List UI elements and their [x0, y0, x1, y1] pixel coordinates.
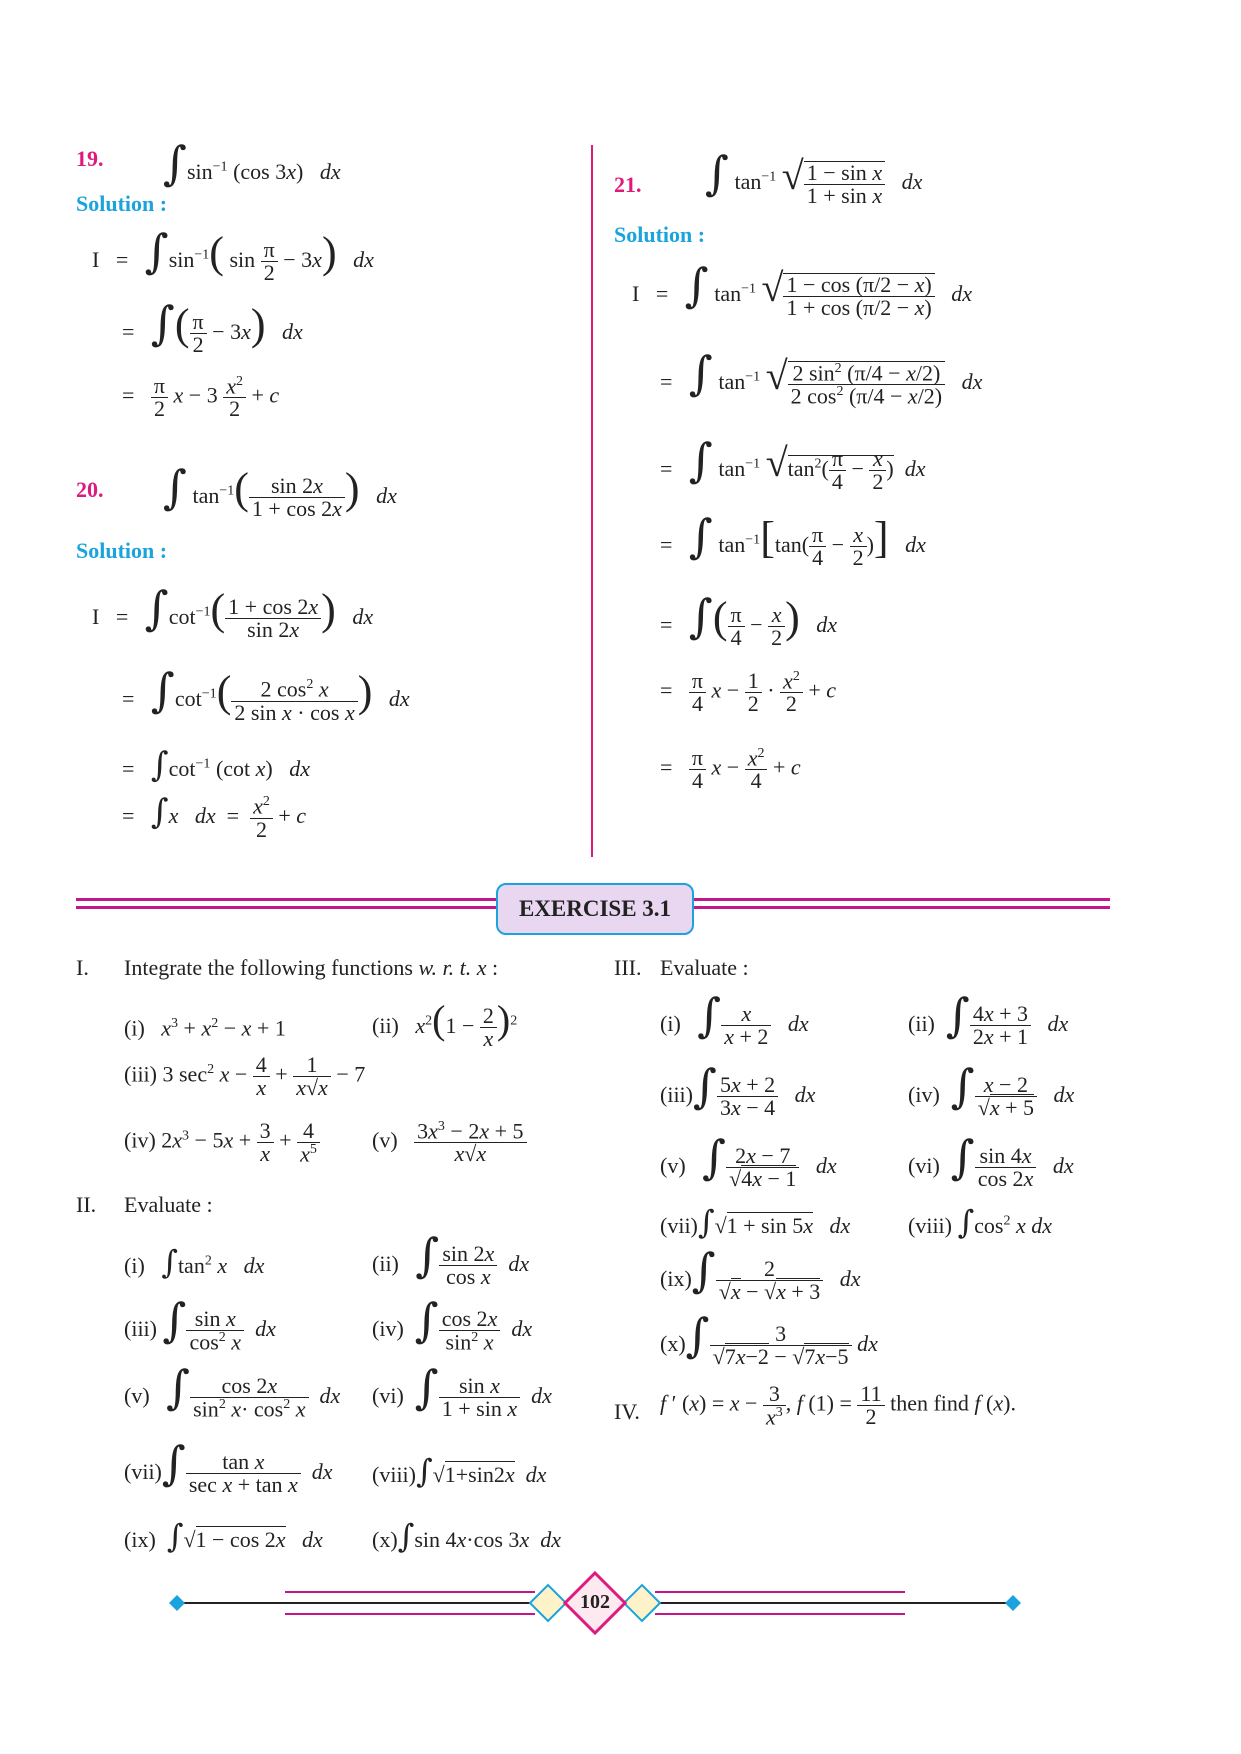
exercise-item: f ′ (x) = x − $\frac{3}{x^3}$ , f (1) = $\frac{11}{2}$ then find f (x). — [660, 1381, 1016, 1430]
exercise-item: (ii) ∫ $\frac{4x + 3}{2x + 1}$ dx — [908, 988, 1069, 1050]
math-step: I = ∫ $\tan^{-1}$ √ $\frac{1 - \cos (\pi/2 - x)}{1 + \cos (\pi/2 - x)}$ dx — [632, 258, 972, 320]
exercise-item: (viii)∫√1+sin2x dx — [372, 1452, 547, 1490]
question-number: 21. — [614, 172, 642, 197]
math-step: = $\frac{\pi}{4}$ x − $\frac{x^2}{4}$ + c — [660, 745, 801, 794]
question-expression: $\int\sin^{-1}$ (cos 3x) dx — [163, 136, 341, 190]
exercise-item: (vi) ∫ $\frac{\text{sin x}}{\text{1 + sin x}}$ dx — [372, 1360, 552, 1422]
exercise-item: (viii) $\int\cos^2$ x dx — [908, 1203, 1053, 1241]
exercise-item: (v) ∫ $\frac{\cos 2x}{\sin^2 x\cdot \cos^2 x}$ dx — [124, 1360, 341, 1422]
divider-line — [690, 898, 1110, 901]
section-label: I. — [76, 955, 89, 980]
exercise-item: (i) ∫ $\frac{x}{x + 2}$ dx — [660, 988, 809, 1050]
exercise-item: (ix)∫ $\frac{2}{√x - √x + 3}$ dx — [660, 1243, 861, 1305]
math-step: = ∫x dx = $\frac{x^2}{2}$ + c — [122, 792, 307, 842]
section-text: Evaluate : — [124, 1192, 213, 1217]
divider-line — [690, 906, 1110, 909]
math-step: = ∫ $\tan^{-1}$ √ $\frac{2 \sin^2 (\pi/4 - x/2)}{2 \cos^2 (\pi/4 - x/2)}$ dx — [660, 346, 983, 409]
math-step: = $\int\cot^{-1}$ (cot x) dx — [122, 745, 310, 785]
math-step: = ∫ $\tan^{-1} √\tan^2$( $\frac{\pi}{4}$ − $\frac{x}{2}$ ) dx — [660, 433, 926, 495]
exercise-item: (v) $\frac{3x^3 - 2x + 5}{x√x}$ — [372, 1120, 527, 1165]
math-step: $I = \int\cot^{-1}$( $\frac{1 + \cos 2x}{\sin 2x}$ ) dx — [92, 581, 374, 643]
exercise-item: (vi) ∫ $\frac{\sin 4x}{\cos 2x}$ dx — [908, 1130, 1074, 1192]
math-step: = $\frac{\pi}{4}$ x − $\frac{1}{2}$ · $\frac{x^2}{2}$ + c — [660, 668, 836, 717]
section-label: IV. — [614, 1399, 640, 1424]
exercise-item: (iv) $2x^3 - 5x$ + $\frac{3}{x}$ + $\frac{4}{x^5}$ — [124, 1120, 320, 1165]
math-step: = ∫ $\tan^{-1}[\tan$( $\frac{\pi}{4}$ − $\frac{x}{2}$ )] dx — [660, 509, 926, 571]
exercise-item: (i) $x^3 + x^2 - x + 1$ — [124, 1015, 286, 1041]
question-expression: ∫ $\tan^{-1}$( $\frac{\sin 2x}{1 + \cos 2x}$ ) dx — [163, 460, 397, 522]
solution-label: Solution : — [614, 222, 706, 247]
exercise-item: (vii)∫√1 + sin 5x dx — [660, 1203, 851, 1241]
section-text: Evaluate : — [660, 955, 749, 980]
exercise-item: (iii)∫ $\frac{5x + 2}{3x - 4}$ dx — [660, 1059, 816, 1121]
math-step: = $\int\cot^{-1}$( $\frac{2 \cos^2 x}{\text{2 sin x · cos x}}$ ) dx — [122, 663, 410, 725]
math-step: = ∫( $\frac{\pi}{4}$ − $\frac{x}{2}$ ) dx — [660, 589, 837, 651]
question-number: 20. — [76, 477, 104, 502]
math-step: = $\frac{\pi}{2}$ x − 3 $\frac{x^2}{2}$ + c — [122, 373, 280, 422]
exercise-item: (iii) ∫ $\frac{\text{sin x}}{\cos^2 x}$ dx — [124, 1293, 276, 1355]
exercise-item: (v) ∫ $\frac{2x - 7}{√4x - 1}$ dx — [660, 1130, 837, 1192]
page-number: 102 — [580, 1591, 610, 1613]
exercise-item: (i) $\int\tan^2$ x dx — [124, 1243, 265, 1281]
math-step: = ∫( $\frac{\pi}{2}$ − 3x) dx — [122, 296, 303, 358]
section-label: III. — [614, 955, 642, 980]
exercise-item: (iv) ∫ $\frac{x - 2}{√x + 5}$ dx — [908, 1059, 1075, 1121]
section-text: Integrate the following functions w. r. t. x : — [124, 955, 499, 980]
divider-line — [76, 906, 496, 909]
exercise-item: (iv) ∫ $\frac{\cos 2x}{\sin^2 x}$ dx — [372, 1293, 533, 1355]
exercise-item: (iii) 3 $\sec^2 x$ − $\frac{4}{x}$ + $\frac{1}{x√x}$ − 7 — [124, 1052, 366, 1100]
divider-line — [76, 898, 496, 901]
question-number: 19. — [76, 146, 104, 171]
exercise-item: (ii) ∫ $\frac{\sin 2x}{\text{cos x}}$ dx — [372, 1228, 530, 1290]
exercise-item: (ix) ∫√1 − cos 2x dx — [124, 1517, 323, 1555]
solution-label: Solution : — [76, 191, 168, 216]
question-expression: ∫ $\tan^{-1}$ √ $\frac{\text{1 − sin x}}{\text{1 + sin x}}$ dx — [705, 146, 923, 208]
section-label: II. — [76, 1192, 97, 1217]
solution-label: Solution : — [76, 538, 168, 563]
exercise-item: (vii)∫ $\frac{\text{tan x}}{\text{sec x + tan x}}$ dx — [124, 1436, 333, 1498]
column-divider — [591, 145, 593, 857]
exercise-item: (x)∫ $\frac{3}{√7x-2 - √7x-5}$ dx — [660, 1308, 878, 1370]
math-step: $I = \int\sin^{-1}$( sin $\frac{\pi}{2}$ − 3x) dx — [92, 224, 374, 286]
exercise-item: (ii) $x^2(1$ − $\frac{2}{x}$ )$^2$ — [372, 997, 518, 1052]
exercise-title: EXERCISE 3.1 — [496, 883, 694, 935]
exercise-item: (x)∫sin 4x·cos 3x dx — [372, 1517, 561, 1555]
